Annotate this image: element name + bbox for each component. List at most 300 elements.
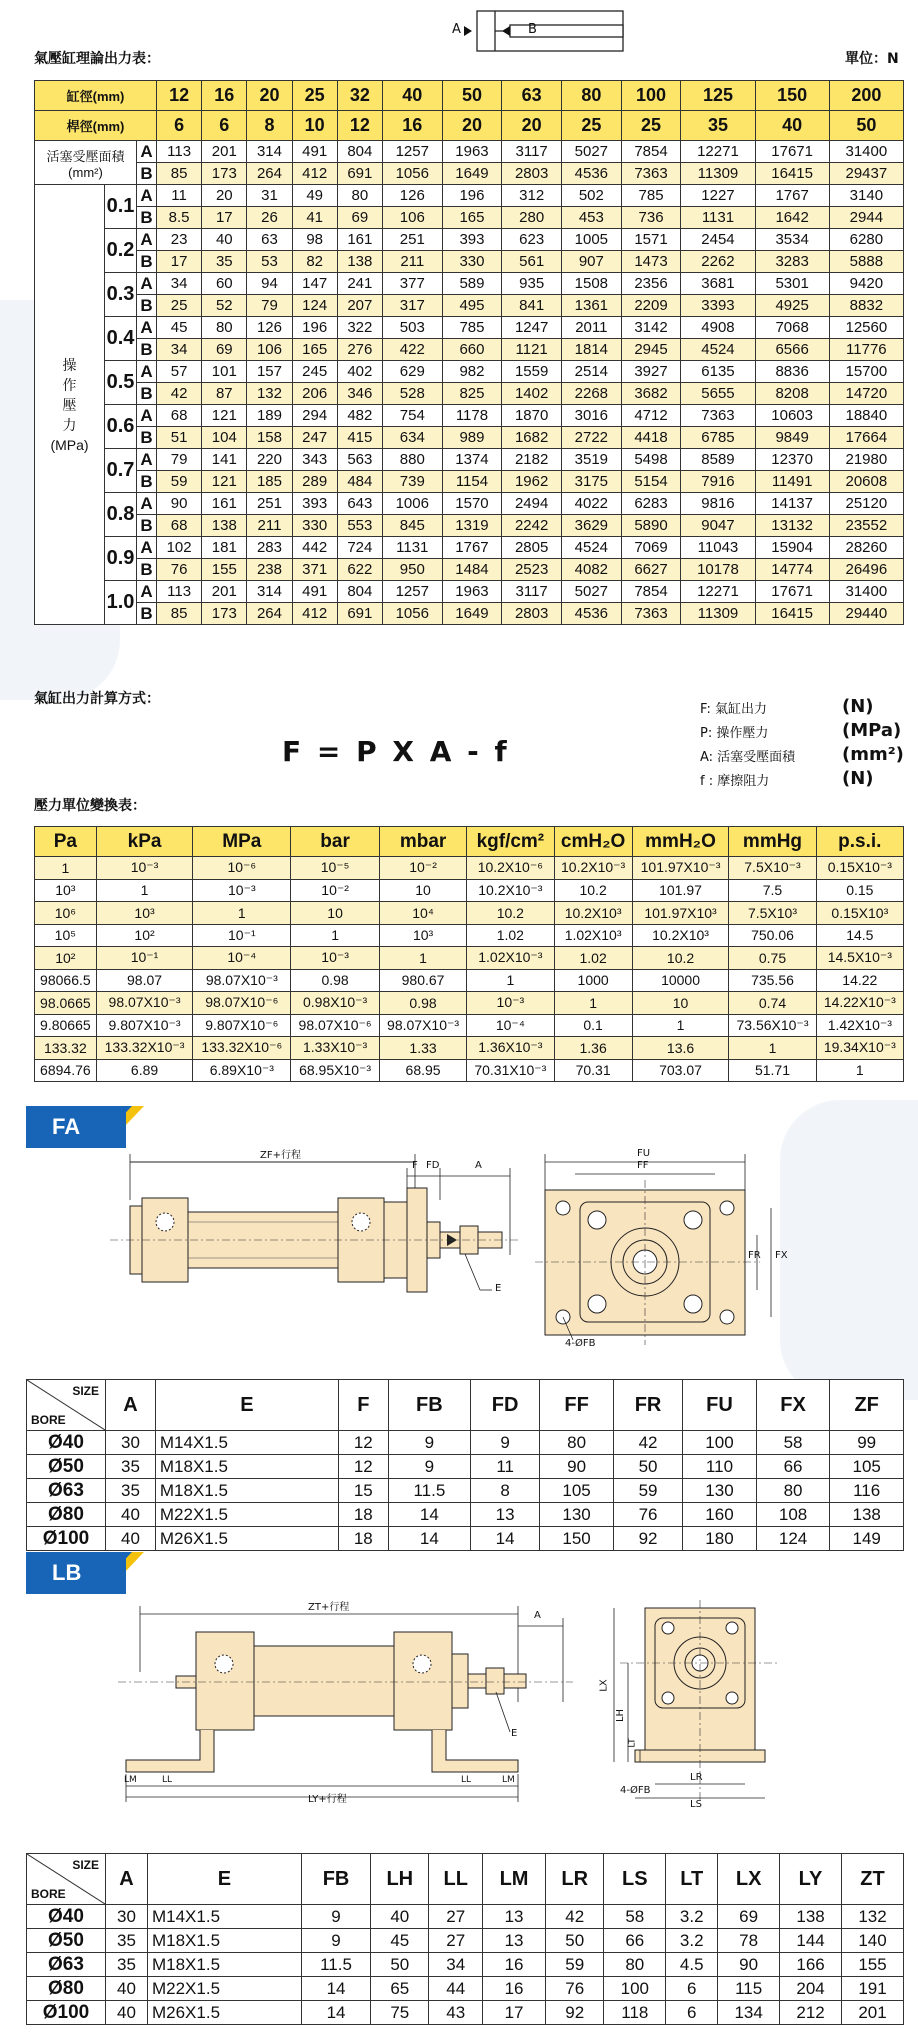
force-a-value: 491: [292, 581, 337, 603]
conversion-value: 10²: [35, 947, 97, 970]
side-a-marker: A: [137, 581, 157, 603]
force-b-value: 1484: [442, 559, 502, 581]
pressure-row-b: [35, 471, 904, 493]
force-b-value: 1814: [562, 339, 622, 361]
dimension-value: 69: [718, 1905, 780, 1929]
dimension-value: 58: [756, 1431, 830, 1455]
force-b-value: 165: [442, 207, 502, 229]
conversion-value: 10.2: [632, 947, 729, 970]
force-b-value: 8.5: [157, 207, 202, 229]
area-a-value: 1963: [442, 141, 502, 163]
force-b-value: 412: [292, 603, 337, 625]
pressure-row-a: [35, 537, 904, 559]
dimension-value: 27: [429, 1929, 483, 1953]
dimension-value: 59: [546, 1953, 604, 1977]
force-a-value: 5498: [621, 449, 681, 471]
dimension-value: 11.5: [388, 1479, 470, 1503]
force-b-value: 739: [382, 471, 442, 493]
force-a-value: 589: [442, 273, 502, 295]
dimension-value: 18: [338, 1527, 388, 1551]
force-b-value: 691: [337, 603, 382, 625]
side-b-marker: B: [137, 339, 157, 361]
force-b-value: 3393: [681, 295, 755, 317]
force-b-value: 11491: [755, 471, 829, 493]
unit-header: kPa: [96, 827, 193, 857]
conversion-value: 98.0665: [35, 992, 97, 1015]
force-a-value: 181: [202, 537, 247, 559]
force-b-value: 415: [337, 427, 382, 449]
conversion-value: 10.2: [554, 879, 632, 902]
area-unit: (mm²): [68, 164, 103, 180]
conversion-value: 1: [816, 1059, 903, 1082]
force-a-value: 1767: [442, 537, 502, 559]
lb-section-badge: [26, 1552, 146, 1594]
dimension-header: LH: [371, 1854, 429, 1905]
conversion-value: 1.36X10⁻³: [467, 1037, 554, 1060]
pressure-row-a: [35, 493, 904, 515]
conversion-value: 10⁶: [35, 902, 97, 925]
side-b-marker: B: [137, 295, 157, 317]
force-a-value: 804: [337, 581, 382, 603]
force-a-value: 2514: [562, 361, 622, 383]
unit-header: bar: [291, 827, 380, 857]
force-a-value: 3016: [562, 405, 622, 427]
dimension-value: 16: [483, 1953, 546, 1977]
dimension-header: FF: [540, 1380, 614, 1431]
force-b-value: 317: [382, 295, 442, 317]
lb-dim-fb: 4-ØFB: [620, 1785, 651, 1796]
conversion-value: 10⁻³: [96, 857, 193, 880]
dimension-row: [27, 1503, 904, 1527]
side-b-marker: B: [137, 427, 157, 449]
force-b-value: 13132: [755, 515, 829, 537]
pressure-row-a: [35, 185, 904, 207]
conversion-value: 70.31: [554, 1059, 632, 1082]
force-b-value: 238: [247, 559, 292, 581]
force-b-value: 553: [337, 515, 382, 537]
dimension-value: 43: [429, 2001, 483, 2025]
pressure-value: 0.3: [105, 273, 137, 317]
lb-side-view-drawing: [118, 1592, 578, 1812]
symbol-label-b: B: [528, 22, 537, 37]
fa-dim-fb: 4-ØFB: [565, 1338, 596, 1349]
force-a-value: 563: [337, 449, 382, 471]
rod-value: 12: [337, 111, 382, 141]
conversion-value: 0.98: [291, 969, 380, 992]
dimension-value: 76: [546, 1977, 604, 2001]
force-a-value: 161: [337, 229, 382, 251]
force-b-value: 1402: [502, 383, 562, 405]
dimension-value: 40: [106, 1977, 148, 2001]
fa-dim-e: E: [495, 1283, 502, 1294]
legend-item-unit: (MPa): [842, 720, 902, 741]
conversion-value: 1: [291, 924, 380, 947]
conversion-value: 9.807X10⁻³: [96, 1014, 193, 1037]
force-a-value: 25120: [829, 493, 903, 515]
force-b-value: 11309: [681, 603, 755, 625]
force-b-value: 69: [202, 339, 247, 361]
unit-header: cmH₂O: [554, 827, 632, 857]
legend-item-text: P: 操作壓力: [700, 726, 769, 741]
area-b-value: 173: [202, 163, 247, 185]
area-a-value: 7854: [621, 141, 681, 163]
bore-size: Ø50: [27, 1929, 106, 1953]
pressure-row-a: [35, 361, 904, 383]
force-b-value: 17: [157, 251, 202, 273]
force-a-value: 393: [442, 229, 502, 251]
force-b-value: 158: [247, 427, 292, 449]
dimension-value: 9: [470, 1431, 539, 1455]
dimension-value: 8: [470, 1479, 539, 1503]
conversion-value: 19.34X10⁻³: [816, 1037, 903, 1060]
force-a-value: 2182: [502, 449, 562, 471]
force-b-value: 1154: [442, 471, 502, 493]
pressure-row-b: [35, 603, 904, 625]
dimension-header: F: [338, 1380, 388, 1431]
force-b-value: 1473: [621, 251, 681, 273]
size-bore-corner: [27, 1380, 106, 1431]
rod-value: 10: [292, 111, 337, 141]
bore-value: 125: [681, 81, 755, 111]
bore-size: Ø63: [27, 1953, 106, 1977]
dimension-value: 100: [604, 1977, 666, 2001]
area-b-value: 264: [247, 163, 292, 185]
force-b-value: 173: [202, 603, 247, 625]
dimension-header: FU: [683, 1380, 757, 1431]
fa-dimension-table: [26, 1379, 904, 1551]
force-b-value: 622: [337, 559, 382, 581]
force-b-value: 264: [247, 603, 292, 625]
dimension-value: 160: [683, 1503, 757, 1527]
force-b-value: 841: [502, 295, 562, 317]
area-b-value: 11309: [681, 163, 755, 185]
conversion-value: 1000: [554, 969, 632, 992]
area-row-a: [35, 141, 904, 163]
unit-header: mmHg: [729, 827, 816, 857]
force-a-value: 6280: [829, 229, 903, 251]
bore-label: 缸徑(mm): [35, 81, 157, 111]
side-a-marker: A: [137, 361, 157, 383]
force-a-value: 17671: [755, 581, 829, 603]
area-label-cell: [35, 141, 137, 185]
fa-side-view-drawing: [110, 1140, 530, 1320]
dimension-value: 13: [483, 1929, 546, 1953]
dimension-value: 99: [830, 1431, 904, 1455]
dimension-value: 15: [338, 1479, 388, 1503]
force-a-value: 283: [247, 537, 292, 559]
force-b-value: 1056: [382, 603, 442, 625]
force-a-value: 4022: [562, 493, 622, 515]
force-b-value: 4925: [755, 295, 829, 317]
force-a-value: 196: [292, 317, 337, 339]
dimension-value: 66: [604, 1929, 666, 1953]
conversion-row: [35, 992, 904, 1015]
force-a-value: 11043: [681, 537, 755, 559]
dimension-value: 34: [429, 1953, 483, 1977]
force-a-value: 4524: [562, 537, 622, 559]
force-b-value: 736: [621, 207, 681, 229]
dimension-value: 6: [666, 2001, 718, 2025]
rod-label: 桿徑(mm): [35, 111, 157, 141]
force-b-value: 26496: [829, 559, 903, 581]
dimension-value: 9: [301, 1905, 370, 1929]
force-b-value: 17: [202, 207, 247, 229]
conversion-row: [35, 1059, 904, 1082]
formula-section-title: 氣缸出力計算方式：: [34, 691, 160, 707]
dimension-value: 40: [371, 1905, 429, 1929]
force-a-value: 18840: [829, 405, 903, 427]
lb-dim-ls: LS: [690, 1799, 702, 1810]
area-a-value: 1257: [382, 141, 442, 163]
conversion-value: 101.97: [632, 879, 729, 902]
force-a-value: 201: [202, 581, 247, 603]
conversion-value: 14.5: [816, 924, 903, 947]
force-b-value: 9047: [681, 515, 755, 537]
conversion-value: 10³: [96, 902, 193, 925]
force-b-value: 2722: [562, 427, 622, 449]
dimension-value: 40: [106, 1527, 156, 1551]
conversion-value: 6.89X10⁻³: [193, 1059, 291, 1082]
lb-dim-zt: ZT+行程: [308, 1602, 350, 1613]
force-a-value: 2494: [502, 493, 562, 515]
force-b-value: 185: [247, 471, 292, 493]
rod-value: 40: [755, 111, 829, 141]
force-a-value: 3681: [681, 273, 755, 295]
force-a-value: 245: [292, 361, 337, 383]
bore-value: 63: [502, 81, 562, 111]
bore-size: Ø50: [27, 1455, 106, 1479]
conversion-value: 14.22: [816, 969, 903, 992]
rod-value: 16: [382, 111, 442, 141]
force-b-value: 330: [292, 515, 337, 537]
dimension-header: FX: [756, 1380, 830, 1431]
fa-dim-fu: FU: [637, 1148, 651, 1159]
force-b-value: 4524: [681, 339, 755, 361]
force-b-value: 35: [202, 251, 247, 273]
force-a-value: 1131: [382, 537, 442, 559]
conversion-value: 1.42X10⁻³: [816, 1014, 903, 1037]
pressure-value: 0.8: [105, 493, 137, 537]
area-b-value: 16415: [755, 163, 829, 185]
side-b-marker: B: [137, 471, 157, 493]
dimension-value: 132: [842, 1905, 904, 1929]
conversion-value: 1: [729, 1037, 816, 1060]
conversion-row: [35, 902, 904, 925]
force-b-value: 69: [337, 207, 382, 229]
dimension-value: 144: [780, 1929, 842, 1953]
side-b-marker: B: [137, 251, 157, 273]
conversion-value: 10.2X10³: [632, 924, 729, 947]
force-b-value: 495: [442, 295, 502, 317]
force-a-value: 31400: [829, 581, 903, 603]
dimension-header: E: [147, 1854, 301, 1905]
force-b-value: 16415: [755, 603, 829, 625]
area-a-value: 17671: [755, 141, 829, 163]
force-a-value: 1006: [382, 493, 442, 515]
pressure-row-a: [35, 449, 904, 471]
double-acting-cylinder-symbol: [450, 10, 625, 60]
force-a-value: 79: [157, 449, 202, 471]
lb-dim-a: A: [534, 1610, 541, 1621]
conversion-value: 1.33: [379, 1037, 466, 1060]
dimension-value: 35: [106, 1455, 156, 1479]
fa-dim-ff: FF: [637, 1160, 649, 1171]
pressure-row-b: [35, 427, 904, 449]
force-b-value: 845: [382, 515, 442, 537]
conversion-value: 750.06: [729, 924, 816, 947]
area-b-value: 1056: [382, 163, 442, 185]
dimension-value: 105: [540, 1479, 614, 1503]
force-b-value: 79: [247, 295, 292, 317]
dimension-value: 35: [106, 1929, 148, 1953]
bore-size: Ø40: [27, 1905, 106, 1929]
force-a-value: 1247: [502, 317, 562, 339]
force-b-value: 6566: [755, 339, 829, 361]
dimension-value: 35: [106, 1953, 148, 1977]
rod-header-row: [35, 111, 904, 141]
side-a-marker: A: [137, 273, 157, 295]
dimension-header: E: [155, 1380, 338, 1431]
dimension-value: 14: [388, 1503, 470, 1527]
corner-bore-label: BORE: [31, 1887, 66, 1901]
force-b-value: 660: [442, 339, 502, 361]
force-a-value: 141: [202, 449, 247, 471]
force-b-value: 25: [157, 295, 202, 317]
conversion-value: 101.97X10³: [632, 902, 729, 925]
force-a-value: 3140: [829, 185, 903, 207]
side-b-marker: B: [137, 559, 157, 581]
conversion-value: 68.95X10⁻³: [291, 1059, 380, 1082]
operating-pressure-label: [35, 185, 105, 625]
force-b-value: 3629: [562, 515, 622, 537]
pressure-row-a: [35, 273, 904, 295]
conversion-value: 7.5: [729, 879, 816, 902]
bore-size: Ø80: [27, 1503, 106, 1527]
conversion-value: 9.807X10⁻⁶: [193, 1014, 291, 1037]
force-a-value: 402: [337, 361, 382, 383]
side-a-marker: A: [137, 405, 157, 427]
dimension-value: 105: [830, 1455, 904, 1479]
force-b-value: 20608: [829, 471, 903, 493]
operating-pressure-label-line: 壓: [62, 396, 77, 413]
conversion-value: 1: [379, 947, 466, 970]
area-b-value: 2803: [502, 163, 562, 185]
force-b-value: 825: [442, 383, 502, 405]
dimension-header: A: [106, 1380, 156, 1431]
force-a-value: 15904: [755, 537, 829, 559]
force-a-value: 23: [157, 229, 202, 251]
force-b-value: 132: [247, 383, 292, 405]
dimension-value: 42: [546, 1905, 604, 1929]
area-row-b: [35, 163, 904, 185]
force-b-value: 82: [292, 251, 337, 273]
force-b-value: 165: [292, 339, 337, 361]
dimension-header: LT: [666, 1854, 718, 1905]
rod-value: 8: [247, 111, 292, 141]
force-a-value: 1767: [755, 185, 829, 207]
pressure-value: 0.6: [105, 405, 137, 449]
force-a-value: 4712: [621, 405, 681, 427]
area-b-value: 85: [157, 163, 202, 185]
dimension-value: 80: [540, 1431, 614, 1455]
force-b-value: 330: [442, 251, 502, 273]
dimension-value: 66: [756, 1455, 830, 1479]
force-a-value: 20: [202, 185, 247, 207]
force-a-value: 7363: [681, 405, 755, 427]
pressure-value: 0.2: [105, 229, 137, 273]
force-b-value: 7916: [681, 471, 755, 493]
force-b-value: 206: [292, 383, 337, 405]
force-b-value: 3682: [621, 383, 681, 405]
dimension-header: ZT: [842, 1854, 904, 1905]
force-a-value: 8836: [755, 361, 829, 383]
force-b-value: 14720: [829, 383, 903, 405]
dimension-value: 134: [718, 2001, 780, 2025]
lb-dim-lm-right: LM: [502, 1775, 515, 1785]
force-b-value: 34: [157, 339, 202, 361]
force-b-value: 289: [292, 471, 337, 493]
force-b-value: 280: [502, 207, 562, 229]
conversion-value: 0.1: [554, 1014, 632, 1037]
area-b-value: 691: [337, 163, 382, 185]
dimension-value: 14: [388, 1527, 470, 1551]
dimension-value: 30: [106, 1905, 148, 1929]
dimension-value: 180: [683, 1527, 757, 1551]
force-a-value: 40: [202, 229, 247, 251]
operating-pressure-label-line: (MPa): [50, 436, 89, 453]
conversion-row: [35, 879, 904, 902]
conversion-value: 98.07X10⁻⁶: [291, 1014, 380, 1037]
force-b-value: 2803: [502, 603, 562, 625]
fa-dim-fd: FD: [426, 1160, 440, 1171]
conversion-value: 7.5X10⁻³: [729, 857, 816, 880]
dimension-value: 9: [301, 1929, 370, 1953]
side-b-marker: B: [137, 163, 157, 185]
conversion-value: 10.2X10⁻³: [554, 857, 632, 880]
force-b-value: 950: [382, 559, 442, 581]
force-b-value: 4536: [562, 603, 622, 625]
force-b-value: 8208: [755, 383, 829, 405]
conversion-value: 1.02: [554, 947, 632, 970]
dimension-value: 150: [540, 1527, 614, 1551]
dimension-header: FR: [613, 1380, 682, 1431]
area-a-value: 201: [202, 141, 247, 163]
force-a-value: 251: [382, 229, 442, 251]
conversion-value: 98.07: [96, 969, 193, 992]
conversion-value: 10.2X10⁻⁶: [467, 857, 554, 880]
rod-value: 35: [681, 111, 755, 141]
unit-header: mmH₂O: [632, 827, 729, 857]
dimension-value: 191: [842, 1977, 904, 2001]
force-b-value: 1962: [502, 471, 562, 493]
force-a-value: 982: [442, 361, 502, 383]
legend-item-text: F: 氣缸出力: [700, 702, 767, 717]
force-b-value: 59: [157, 471, 202, 493]
rod-value: 20: [442, 111, 502, 141]
conversion-row: [35, 1014, 904, 1037]
dimension-value: 90: [718, 1953, 780, 1977]
dimension-value: 149: [830, 1527, 904, 1551]
lb-dim-lx: LX: [598, 1679, 610, 1692]
dimension-value: 76: [613, 1503, 682, 1527]
force-a-value: 1570: [442, 493, 502, 515]
force-b-value: 26: [247, 207, 292, 229]
force-a-value: 442: [292, 537, 337, 559]
dimension-value: 3.2: [666, 1929, 718, 1953]
force-a-value: 7069: [621, 537, 681, 559]
force-a-value: 9420: [829, 273, 903, 295]
force-b-value: 8832: [829, 295, 903, 317]
